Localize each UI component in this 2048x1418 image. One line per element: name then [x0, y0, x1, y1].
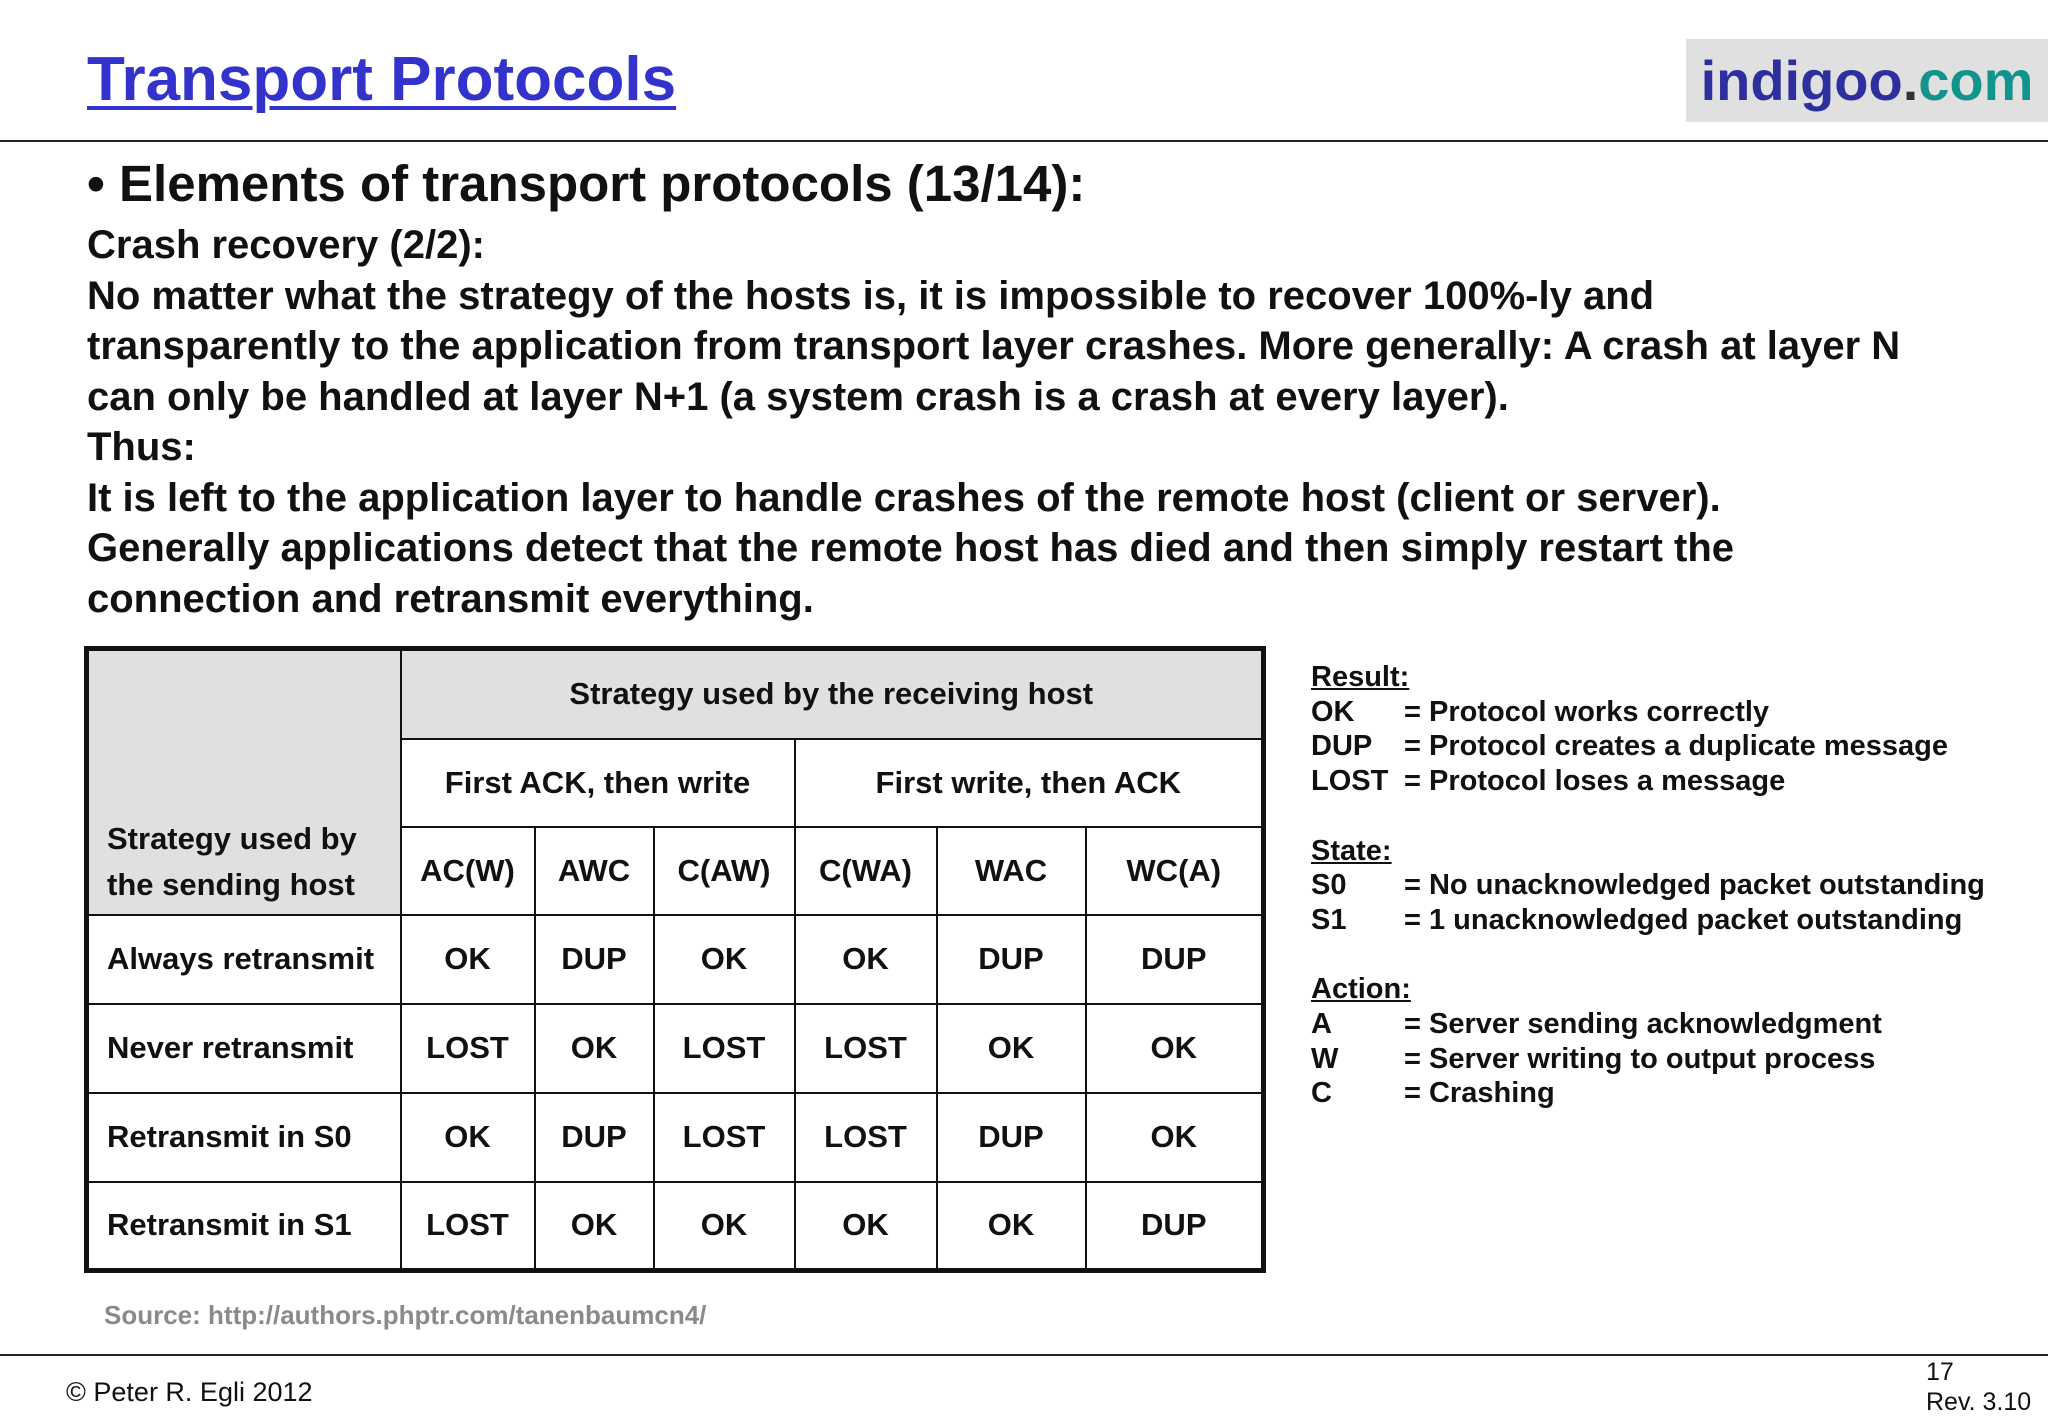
table-cell: DUP — [535, 915, 654, 1004]
page-number: 17 Rev. 3.10 — [1926, 1358, 2032, 1416]
slide-heading: • Elements of transport protocols (13/14): — [87, 155, 1086, 212]
table-cell: OK — [535, 1004, 654, 1093]
table-cell: OK — [535, 1182, 654, 1271]
header-divider — [0, 140, 2048, 142]
row-header: Retransmit in S1 — [87, 1182, 401, 1271]
table-cell: LOST — [654, 1004, 795, 1093]
table-cell: LOST — [654, 1093, 795, 1182]
body-line: No matter what the strategy of the hosts is, it is impossible to recover 100%-ly and — [87, 273, 1655, 318]
table-row — [87, 1093, 1264, 1182]
table-row — [87, 1182, 1264, 1271]
corner-header: Strategy used by the sending host — [87, 649, 401, 915]
table-cell: OK — [654, 915, 795, 1004]
table-cell: OK — [937, 1004, 1086, 1093]
receiving-strategy-header: Strategy used by the receiving host — [401, 649, 1264, 739]
body-line: Crash recovery (2/2): — [87, 223, 485, 267]
body-line: It is left to the application layer to handle crashes of the remote host (client or server). — [87, 475, 1721, 520]
column-header: C(WA) — [795, 827, 937, 915]
table-cell: DUP — [937, 1093, 1086, 1182]
group-header: First ACK, then write — [401, 739, 795, 827]
table-cell: DUP — [1086, 1182, 1264, 1271]
row-header: Retransmit in S0 — [87, 1093, 401, 1182]
row-header: Never retransmit — [87, 1004, 401, 1093]
legend-item: W = Server writing to output process — [1311, 1042, 1876, 1075]
table-cell: OK — [795, 1182, 937, 1271]
legend-item: A = Server sending acknowledgment — [1311, 1008, 1882, 1040]
body-line: Thus: — [87, 425, 196, 469]
table-cell: OK — [401, 915, 535, 1004]
body-line: Generally applications detect that the remote host has died and then simply restart the — [87, 526, 1735, 570]
source-citation: Source: http://authors.phptr.com/tanenbaumcn4/ — [104, 1300, 707, 1330]
legend — [1311, 660, 1985, 1111]
legend-item: S1 = 1 unacknowledged packet outstanding — [1311, 903, 1963, 936]
table-cell: OK — [1086, 1093, 1264, 1182]
body-text — [87, 220, 2017, 624]
table-cell: OK — [937, 1182, 1086, 1271]
column-header: C(AW) — [654, 827, 795, 915]
body-line: transparently to the application from transport layer crashes. More generally: A crash at layer N — [87, 324, 1901, 368]
legend-item: OK = Protocol works correctly — [1311, 695, 1770, 728]
table-cell: LOST — [795, 1093, 937, 1182]
body-line: can only be handled at layer N+1 (a system crash is a crash at every layer). — [87, 374, 1509, 419]
legend-item: C = Crashing — [1311, 1077, 1555, 1110]
row-header: Always retransmit — [87, 915, 401, 1004]
table-cell: DUP — [937, 915, 1086, 1004]
page-title: Transport Protocols — [87, 45, 677, 114]
legend-action-title: Action: — [1311, 973, 1411, 1006]
table-row — [87, 915, 1264, 1004]
table-cell: LOST — [795, 1004, 937, 1093]
revision: Rev. 3.10 — [1926, 1388, 2032, 1416]
table-cell: OK — [1086, 1004, 1264, 1093]
legend-item: LOST = Protocol loses a message — [1311, 765, 1786, 798]
brand-logo: indigoo . com — [1686, 39, 2048, 122]
column-header: AC(W) — [401, 827, 535, 915]
table-cell: LOST — [401, 1182, 535, 1271]
legend-item: S0 = No unacknowledged packet outstanding — [1311, 869, 1985, 902]
copyright: © Peter R. Egli 2012 — [66, 1377, 313, 1407]
table-row — [87, 1004, 1264, 1093]
group-header: First write, then ACK — [795, 739, 1264, 827]
footer-divider — [0, 1354, 2048, 1356]
table-cell: LOST — [401, 1004, 535, 1093]
table-cell: OK — [401, 1093, 535, 1182]
legend-result-title: Result: — [1311, 661, 1410, 693]
crash-recovery-table — [84, 646, 1266, 1273]
table-cell: DUP — [1086, 915, 1264, 1004]
column-header: WC(A) — [1086, 827, 1264, 915]
body-line: connection and retransmit everything. — [87, 576, 814, 621]
legend-state-title: State: — [1311, 834, 1392, 867]
column-header: AWC — [535, 827, 654, 915]
table-cell: DUP — [535, 1093, 654, 1182]
column-header: WAC — [937, 827, 1086, 915]
legend-item: DUP = Protocol creates a duplicate message — [1311, 730, 1948, 763]
table-cell: OK — [795, 915, 937, 1004]
table-cell: OK — [654, 1182, 795, 1271]
